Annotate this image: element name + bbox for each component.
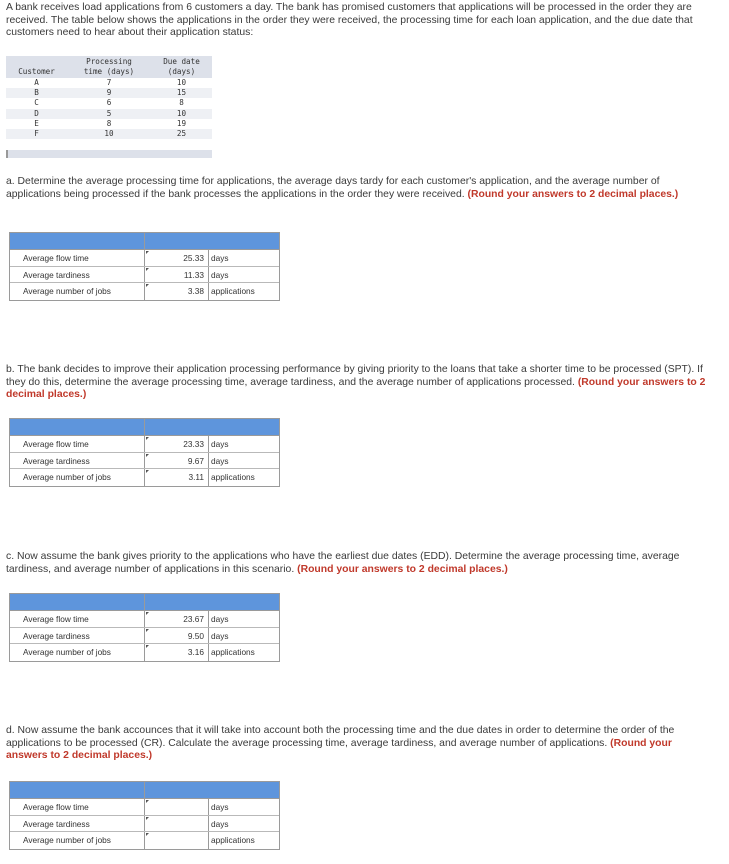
answer-row-tardiness: Average tardiness days	[10, 816, 279, 833]
part-d-question: d. Now assume the bank accounces that it will take into account both the processing time and the due dates in order to determine the order of the applications to be processed (CR). Calculate the average processing time, average tardiness, and average number of applications. (Round your answers to 2 decimal places.)	[6, 725, 675, 762]
part-b-question: b. The bank decides to improve their application processing performance by giving priority to the loans that take a shorter time to be processed (SPT). If they do this, determine the average processing time, average tardiness, and the average number of applications processed. (Round your answers to 2 decimal places.)	[6, 364, 706, 401]
cell-due: 19	[176, 118, 187, 128]
number-of-jobs-input[interactable]: 3.38	[145, 283, 209, 300]
part-a-answer-grid	[9, 232, 280, 301]
tardiness-input[interactable]: 9.67	[145, 453, 209, 469]
cell-due: 10	[176, 78, 187, 87]
cell-due: 15	[151, 88, 212, 98]
answer-row-number-of-jobs: Average number of jobs 3.16 applications	[10, 644, 279, 661]
part-c-answer-grid	[9, 593, 280, 662]
cell-customer: B	[6, 88, 67, 98]
grid-header	[10, 419, 279, 436]
table-row	[6, 98, 212, 108]
cell-processing: 8	[106, 118, 112, 128]
number-of-jobs-input[interactable]: 3.16	[145, 644, 209, 661]
round-instruction: (Round your answers to 2 decimal places.)	[467, 188, 679, 200]
answer-row-flow-time: Average flow time 23.67 days	[10, 611, 279, 628]
cell-due: 10	[151, 109, 212, 119]
grid-header	[10, 594, 279, 611]
part-c-question: c. Now assume the bank gives priority to the applications who have the earliest due dates (EDD). Determine the average processing time, average tardiness, and average number of applications in this scenario. (Round your answers to 2 decimal places.)	[6, 551, 680, 575]
part-d-answer-grid	[9, 781, 280, 850]
grid-header	[10, 233, 279, 250]
answer-row-flow-time: Average flow time days	[10, 799, 279, 816]
answer-row-tardiness: Average tardiness 9.67 days	[10, 453, 279, 470]
tardiness-input[interactable]: 9.50	[145, 628, 209, 644]
cell-processing: 9	[67, 88, 151, 98]
cell-customer: D	[6, 109, 67, 119]
answer-row-tardiness: Average tardiness 9.50 days	[10, 628, 279, 645]
answer-row-tardiness: Average tardiness 11.33 days	[10, 267, 279, 284]
cell-processing: 10	[67, 129, 151, 139]
col-header-processing: Processing time (days)	[67, 56, 151, 78]
applications-table	[6, 56, 212, 139]
answer-row-number-of-jobs: Average number of jobs 3.38 applications	[10, 283, 279, 300]
round-instruction: (Round your answers to 2 decimal places.)	[6, 737, 672, 762]
cell-processing: 5	[67, 109, 151, 119]
flow-time-input[interactable]: 23.67	[145, 611, 209, 627]
grid-header	[10, 782, 279, 799]
tardiness-input[interactable]	[145, 816, 209, 832]
answer-row-number-of-jobs: Average number of jobs 3.11 applications	[10, 469, 279, 486]
tardiness-input[interactable]: 11.33	[145, 267, 209, 283]
number-of-jobs-input[interactable]	[145, 832, 209, 849]
table-scroll-bar	[6, 150, 212, 158]
cell-due: 8	[179, 98, 184, 108]
part-a-question: a. Determine the average processing time for applications, the average days tardy for each customer's application, and the average number of applications being processed if the bank processes the applications in the order they were received. (Round your answers to 2 decimal places.)	[6, 176, 679, 200]
flow-time-input[interactable]	[145, 799, 209, 815]
cell-processing: 7	[106, 78, 112, 87]
flow-time-input[interactable]: 25.33	[145, 250, 209, 266]
cell-customer: A	[34, 78, 39, 87]
cell-customer: E	[34, 118, 39, 128]
round-instruction: (Round your answers to 2 decimal places.)	[6, 376, 706, 401]
cell-due: 25	[151, 129, 212, 139]
number-of-jobs-input[interactable]: 3.11	[145, 469, 209, 486]
answer-row-number-of-jobs: Average number of jobs applications	[10, 832, 279, 849]
cell-customer: C	[34, 98, 39, 108]
intro-text: A bank receives load applications from 6 customers a day. The bank has promised customers that applications will be processed in the order they are received. The table below shows the applications in the order they were received, the processing time for each loan application, and the due date that customers need to hear about their application status:	[6, 2, 693, 39]
table-row	[6, 109, 212, 119]
col-header-customer: Customer	[6, 56, 67, 78]
table-row	[6, 88, 212, 98]
cell-customer: F	[6, 129, 67, 139]
round-instruction: (Round your answers to 2 decimal places.)	[297, 563, 508, 575]
col-header-due-date: Due date (days)	[151, 56, 212, 78]
answer-row-flow-time: Average flow time 23.33 days	[10, 436, 279, 453]
flow-time-input[interactable]: 23.33	[145, 436, 209, 452]
answer-row-flow-time: Average flow time 25.33 days	[10, 250, 279, 267]
cell-processing: 6	[106, 98, 112, 108]
table-row	[6, 129, 212, 139]
part-b-answer-grid	[9, 418, 280, 487]
table-row	[6, 119, 212, 129]
table-row	[6, 78, 212, 88]
